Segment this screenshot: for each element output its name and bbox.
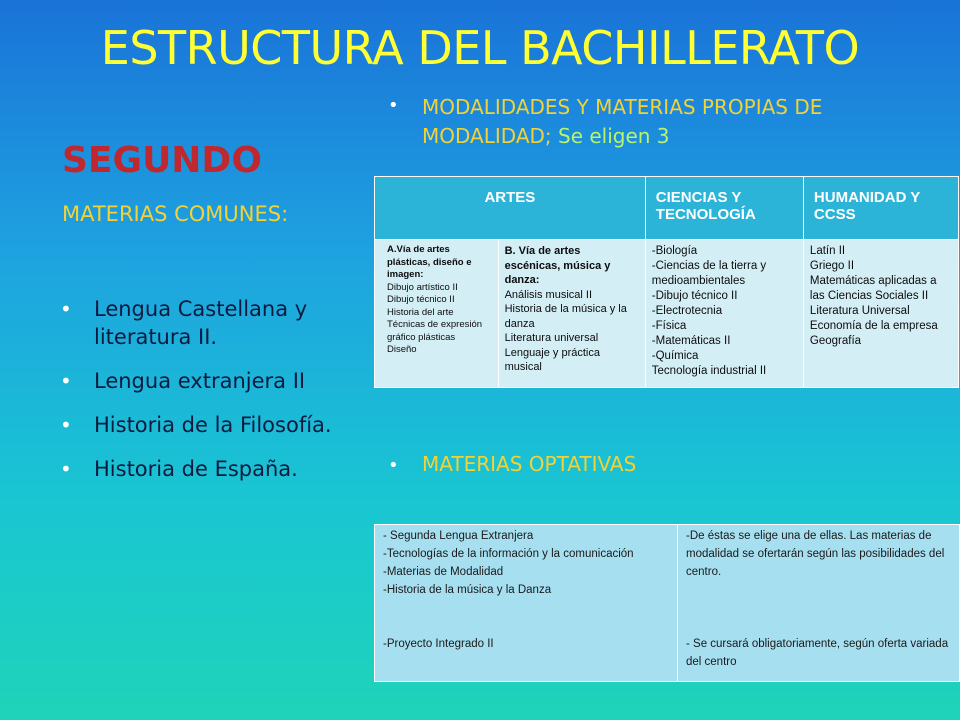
- artes-a-cell: A.Vía de artes plásticas, diseño e imagen: Dibujo artístico II Dibujo técnico II Historia del arte Técnicas de expresión gráfico plásticas Diseño: [375, 240, 499, 388]
- bullet-icon: •: [60, 297, 72, 321]
- table-row: [375, 240, 959, 388]
- bullet-icon: •: [60, 413, 72, 437]
- course-heading: SEGUNDO: [62, 140, 262, 181]
- list-item: • Lengua extranjera II: [60, 369, 306, 393]
- list-item: • Historia de la Filosofía.: [60, 413, 332, 437]
- bullet-icon: •: [388, 95, 399, 116]
- optativas-left-cell: - Segunda Lengua Extranjera -Tecnologías de la información y la comunicación -Materias de Modalidad -Historia de la música y la Danza -Proyecto Integrado II: [375, 525, 678, 682]
- common-subjects-heading: MATERIAS COMUNES:: [62, 202, 289, 226]
- modalidades-note: Se eligen 3: [558, 124, 670, 148]
- header-humanidades: HUMANIDAD Y CCSS: [803, 177, 958, 240]
- slide-title: ESTRUCTURA DEL BACHILLERATO: [100, 21, 860, 75]
- table-row: [375, 525, 960, 682]
- optativas-table: [374, 524, 960, 682]
- artes-b-cell: B. Vía de artes escénicas, música y danza: Análisis musical II Historia de la música y la danza Literatura universal Lenguaje y práctica musical: [498, 240, 645, 388]
- header-artes: ARTES: [375, 177, 646, 240]
- optativas-right-cell: -De éstas se elige una de ellas. Las materias de modalidad se ofertarán según las posibilidades del centro. - Se cursará obligatoriamente, según oferta variada del centro: [678, 525, 960, 682]
- table-header-row: [375, 177, 959, 240]
- list-item: • Historia de España.: [60, 457, 298, 481]
- modalidades-table: [374, 176, 959, 388]
- header-ciencias: CIENCIAS Y TECNOLOGÍA: [645, 177, 803, 240]
- bullet-icon: •: [60, 369, 72, 393]
- list-item: • Lengua Castellana y literatura II.: [60, 297, 308, 349]
- ciencias-cell: -Biología -Ciencias de la tierra y medioambientales -Dibujo técnico II -Electrotecnia -Física -Matemáticas II -Química Tecnología industrial II: [645, 240, 803, 388]
- bullet-icon: •: [388, 455, 399, 476]
- modalidades-heading: MODALIDADES Y MATERIAS PROPIAS DE MODALIDAD; Se eligen 3: [422, 95, 823, 148]
- common-subjects-list: [60, 295, 360, 499]
- bullet-icon: •: [60, 457, 72, 481]
- humanidades-cell: Latín II Griego II Matemáticas aplicadas a las Ciencias Sociales II Literatura Universal Economía de la empresa Geografía: [803, 240, 958, 388]
- optativas-heading: MATERIAS OPTATIVAS: [422, 452, 637, 476]
